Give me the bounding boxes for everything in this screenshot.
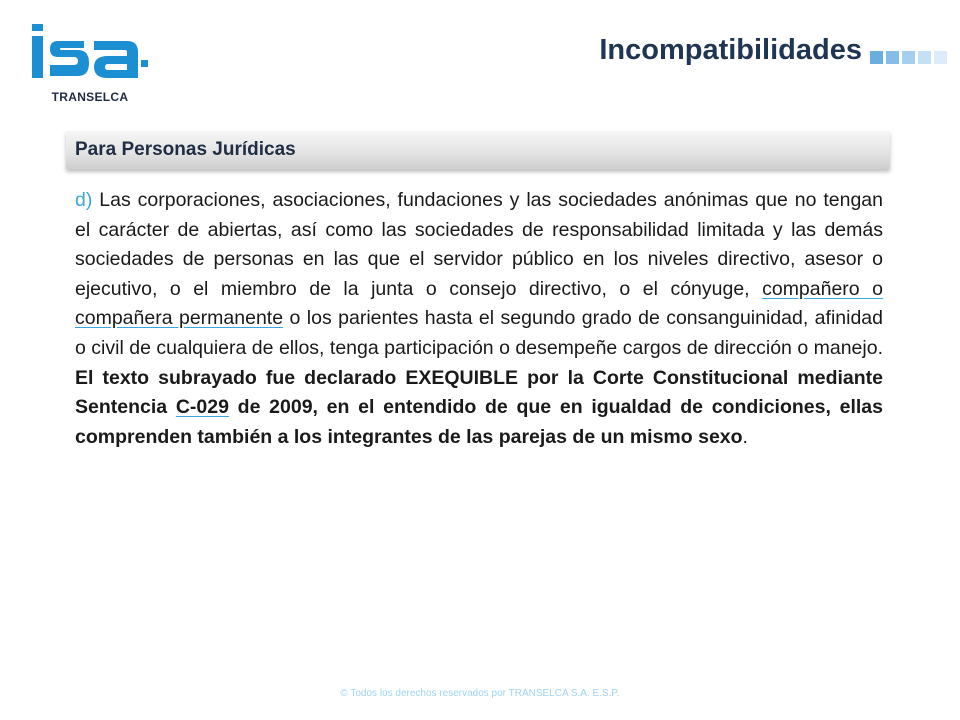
- footer-copyright: © Todos los derechos reservados por TRANSELCA S.A. E.S.P.: [340, 688, 620, 699]
- isa-transelca-logo: [28, 22, 158, 112]
- bold-text-1: El texto subrayado fue declarado EXEQUIBLE por la Corte Constitucional mediante Sentencia: [75, 366, 883, 419]
- logo-subtitle: TRANSELCA: [51, 90, 129, 104]
- paragraph-text-2: o los parientes hasta el segundo grado de consanguinidad, afinidad o civil de cualquiera de ellos, tenga participación o desempeñe cargos de dirección o manejo.: [75, 307, 883, 359]
- item-letter: d): [75, 189, 93, 211]
- section-heading: Para Personas Jurídicas: [66, 131, 890, 169]
- paragraph-end: .: [742, 425, 748, 448]
- underlined-text: compañero o compañera permanente: [75, 277, 883, 330]
- bold-text-2: de 2009, en el entendido de que en igualdad de condiciones, ellas comprenden también a los integrantes de las parejas de un mismo sexo: [75, 396, 883, 448]
- isa-logo-mark: [28, 22, 152, 86]
- body-paragraph: [75, 186, 883, 452]
- page-title: Incompatibilidades: [599, 34, 862, 66]
- paragraph-text-1: Las corporaciones, asociaciones, fundaciones y las sociedades anónimas que no tengan el carácter de abiertas, así como las sociedades de responsabilidad limitada y las demás sociedades de personas en las que el servidor público en los niveles directivo, asesor o ejecutivo, o el miembro de la junta o consejo directivo, o el cónyuge,: [75, 189, 883, 300]
- sentencia-link[interactable]: C-029: [175, 396, 229, 419]
